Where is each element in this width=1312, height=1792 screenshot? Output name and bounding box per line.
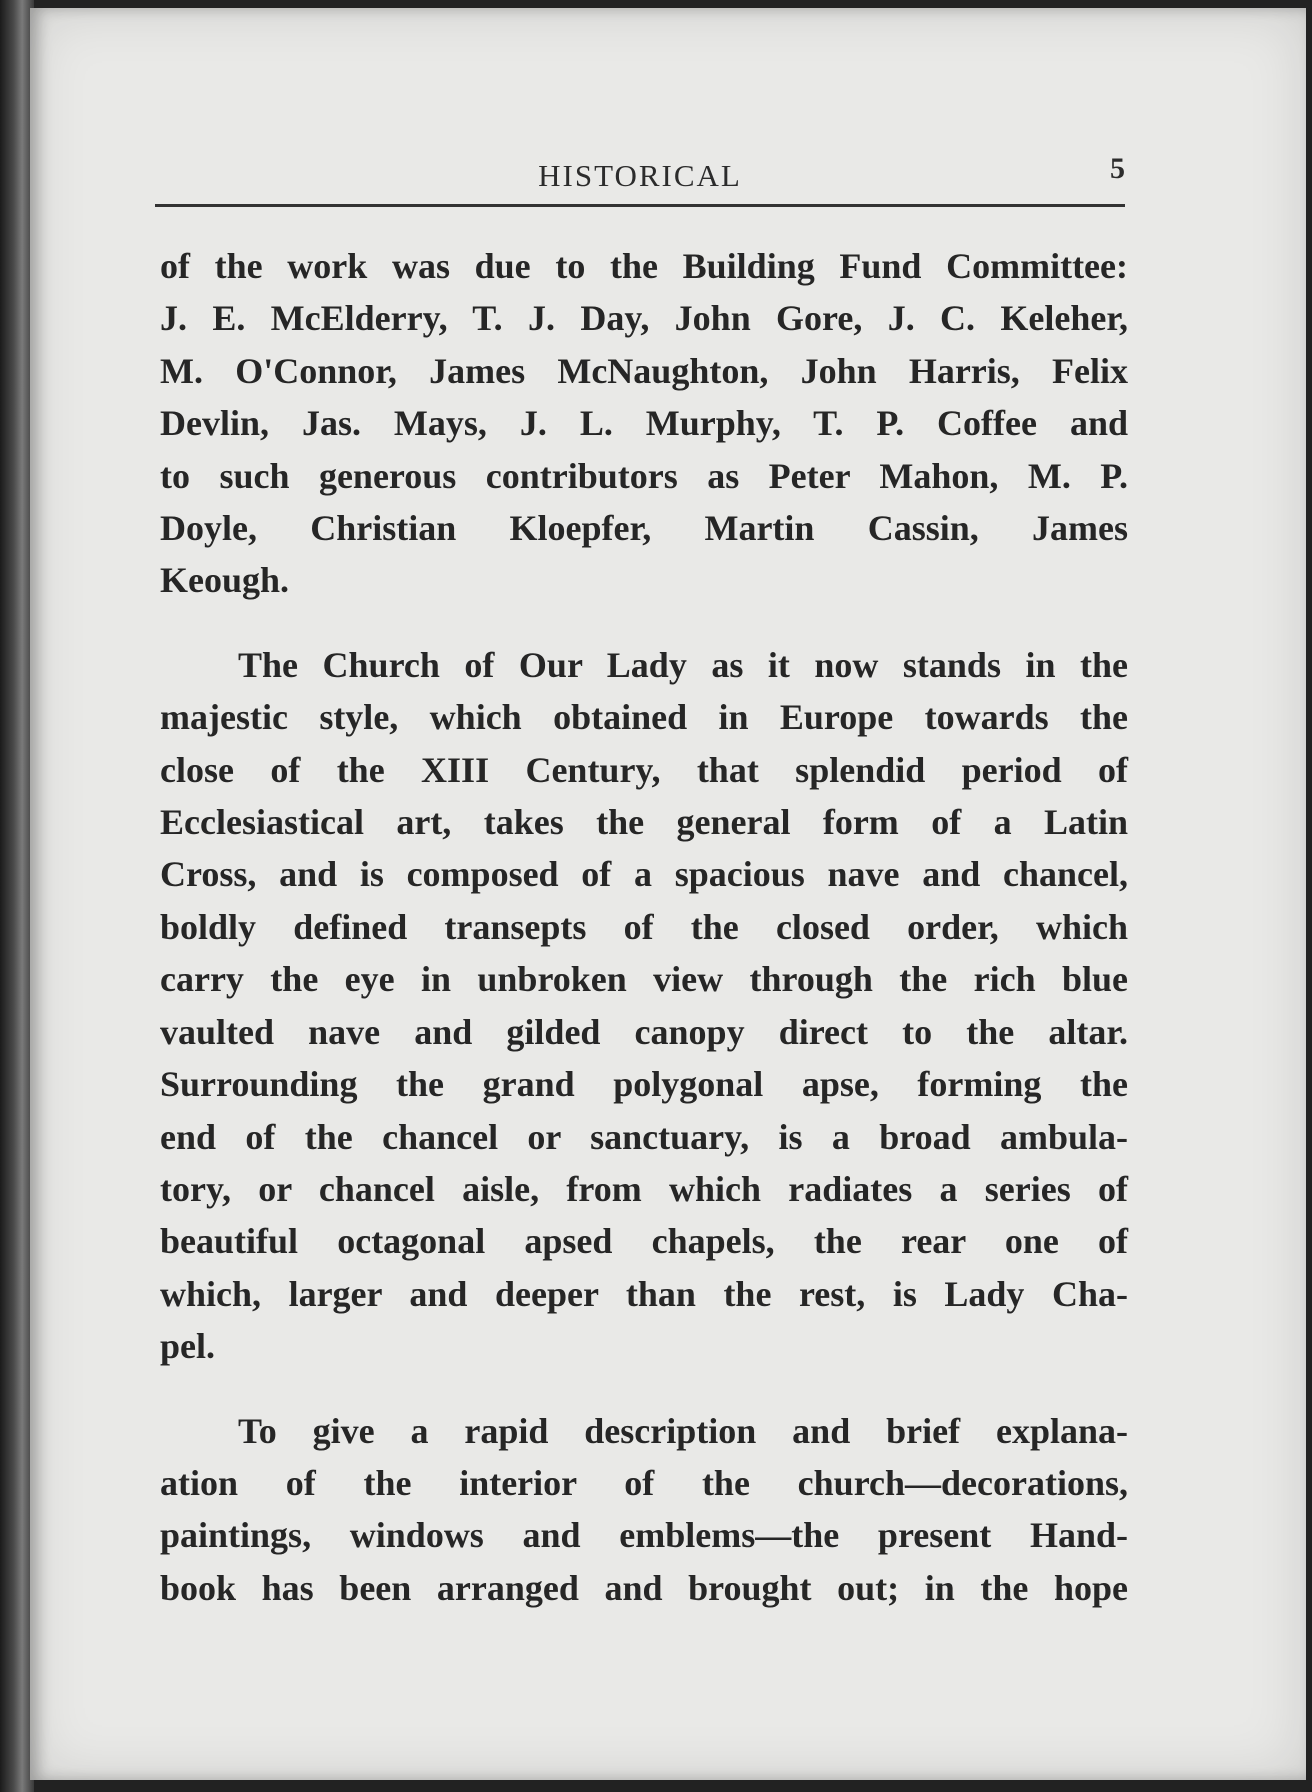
text-line: beautiful octagonal apsed chapels, the rear one of [160,1221,1128,1262]
text-line: M. O'Connor, James McNaughton, John Harris, Felix [160,350,1128,391]
running-head-title: HISTORICAL [538,158,742,193]
text-line: tory, or chancel aisle, from which radiates a series of [160,1168,1128,1209]
text-line: book has been arranged and brought out; in the hope [160,1567,1128,1608]
text-line: ation of the interior of the church—decorations, [160,1462,1128,1503]
text-line: of the work was due to the Building Fund Committee: [160,246,1128,286]
text-line: To give a rapid description and brief explana- [238,1410,1128,1451]
text-line: carry the eye in unbroken view through the rich blue [160,959,1128,1000]
text-line: pel. [160,1326,216,1367]
text-line: to such generous contributors as Peter Mahon, M. P. [160,455,1128,496]
header-rule [155,204,1125,207]
text-line: Surrounding the grand polygonal apse, forming the [160,1064,1128,1105]
text-line: vaulted nave and gilded canopy direct to the altar. [160,1011,1128,1052]
paragraph-2 [160,639,1128,1373]
paragraph-3 [160,1405,1128,1615]
text-line: paintings, windows and emblems—the present Hand- [160,1515,1128,1556]
text-line: Doyle, Christian Kloepfer, Martin Cassin, James [160,508,1128,549]
text-line: The Church of Our Lady as it now stands in the [238,644,1128,685]
text-line: Keough. [160,560,290,601]
text-line: close of the XIII Century, that splendid period of [160,749,1128,790]
book-spine [0,0,34,1792]
body-text [160,240,1128,1614]
text-line: Ecclesiastical art, takes the general form of a Latin [160,802,1128,843]
text-line: Devlin, Jas. Mays, J. L. Murphy, T. P. Coffee and [160,403,1128,444]
text-line: majestic style, which obtained in Europe towards the [160,697,1128,738]
text-line: J. E. McElderry, T. J. Day, John Gore, J. C. Keleher, [160,298,1128,339]
text-line: end of the chancel or sanctuary, is a broad ambula- [160,1116,1128,1157]
text-line: which, larger and deeper than the rest, is Lady Cha- [160,1273,1128,1314]
running-head [155,148,1125,208]
page-number: 5 [1110,152,1125,185]
text-line: boldly defined transepts of the closed order, which [160,906,1128,947]
paragraph-1 [160,240,1128,607]
text-line: Cross, and is composed of a spacious nave and chancel, [160,854,1128,895]
